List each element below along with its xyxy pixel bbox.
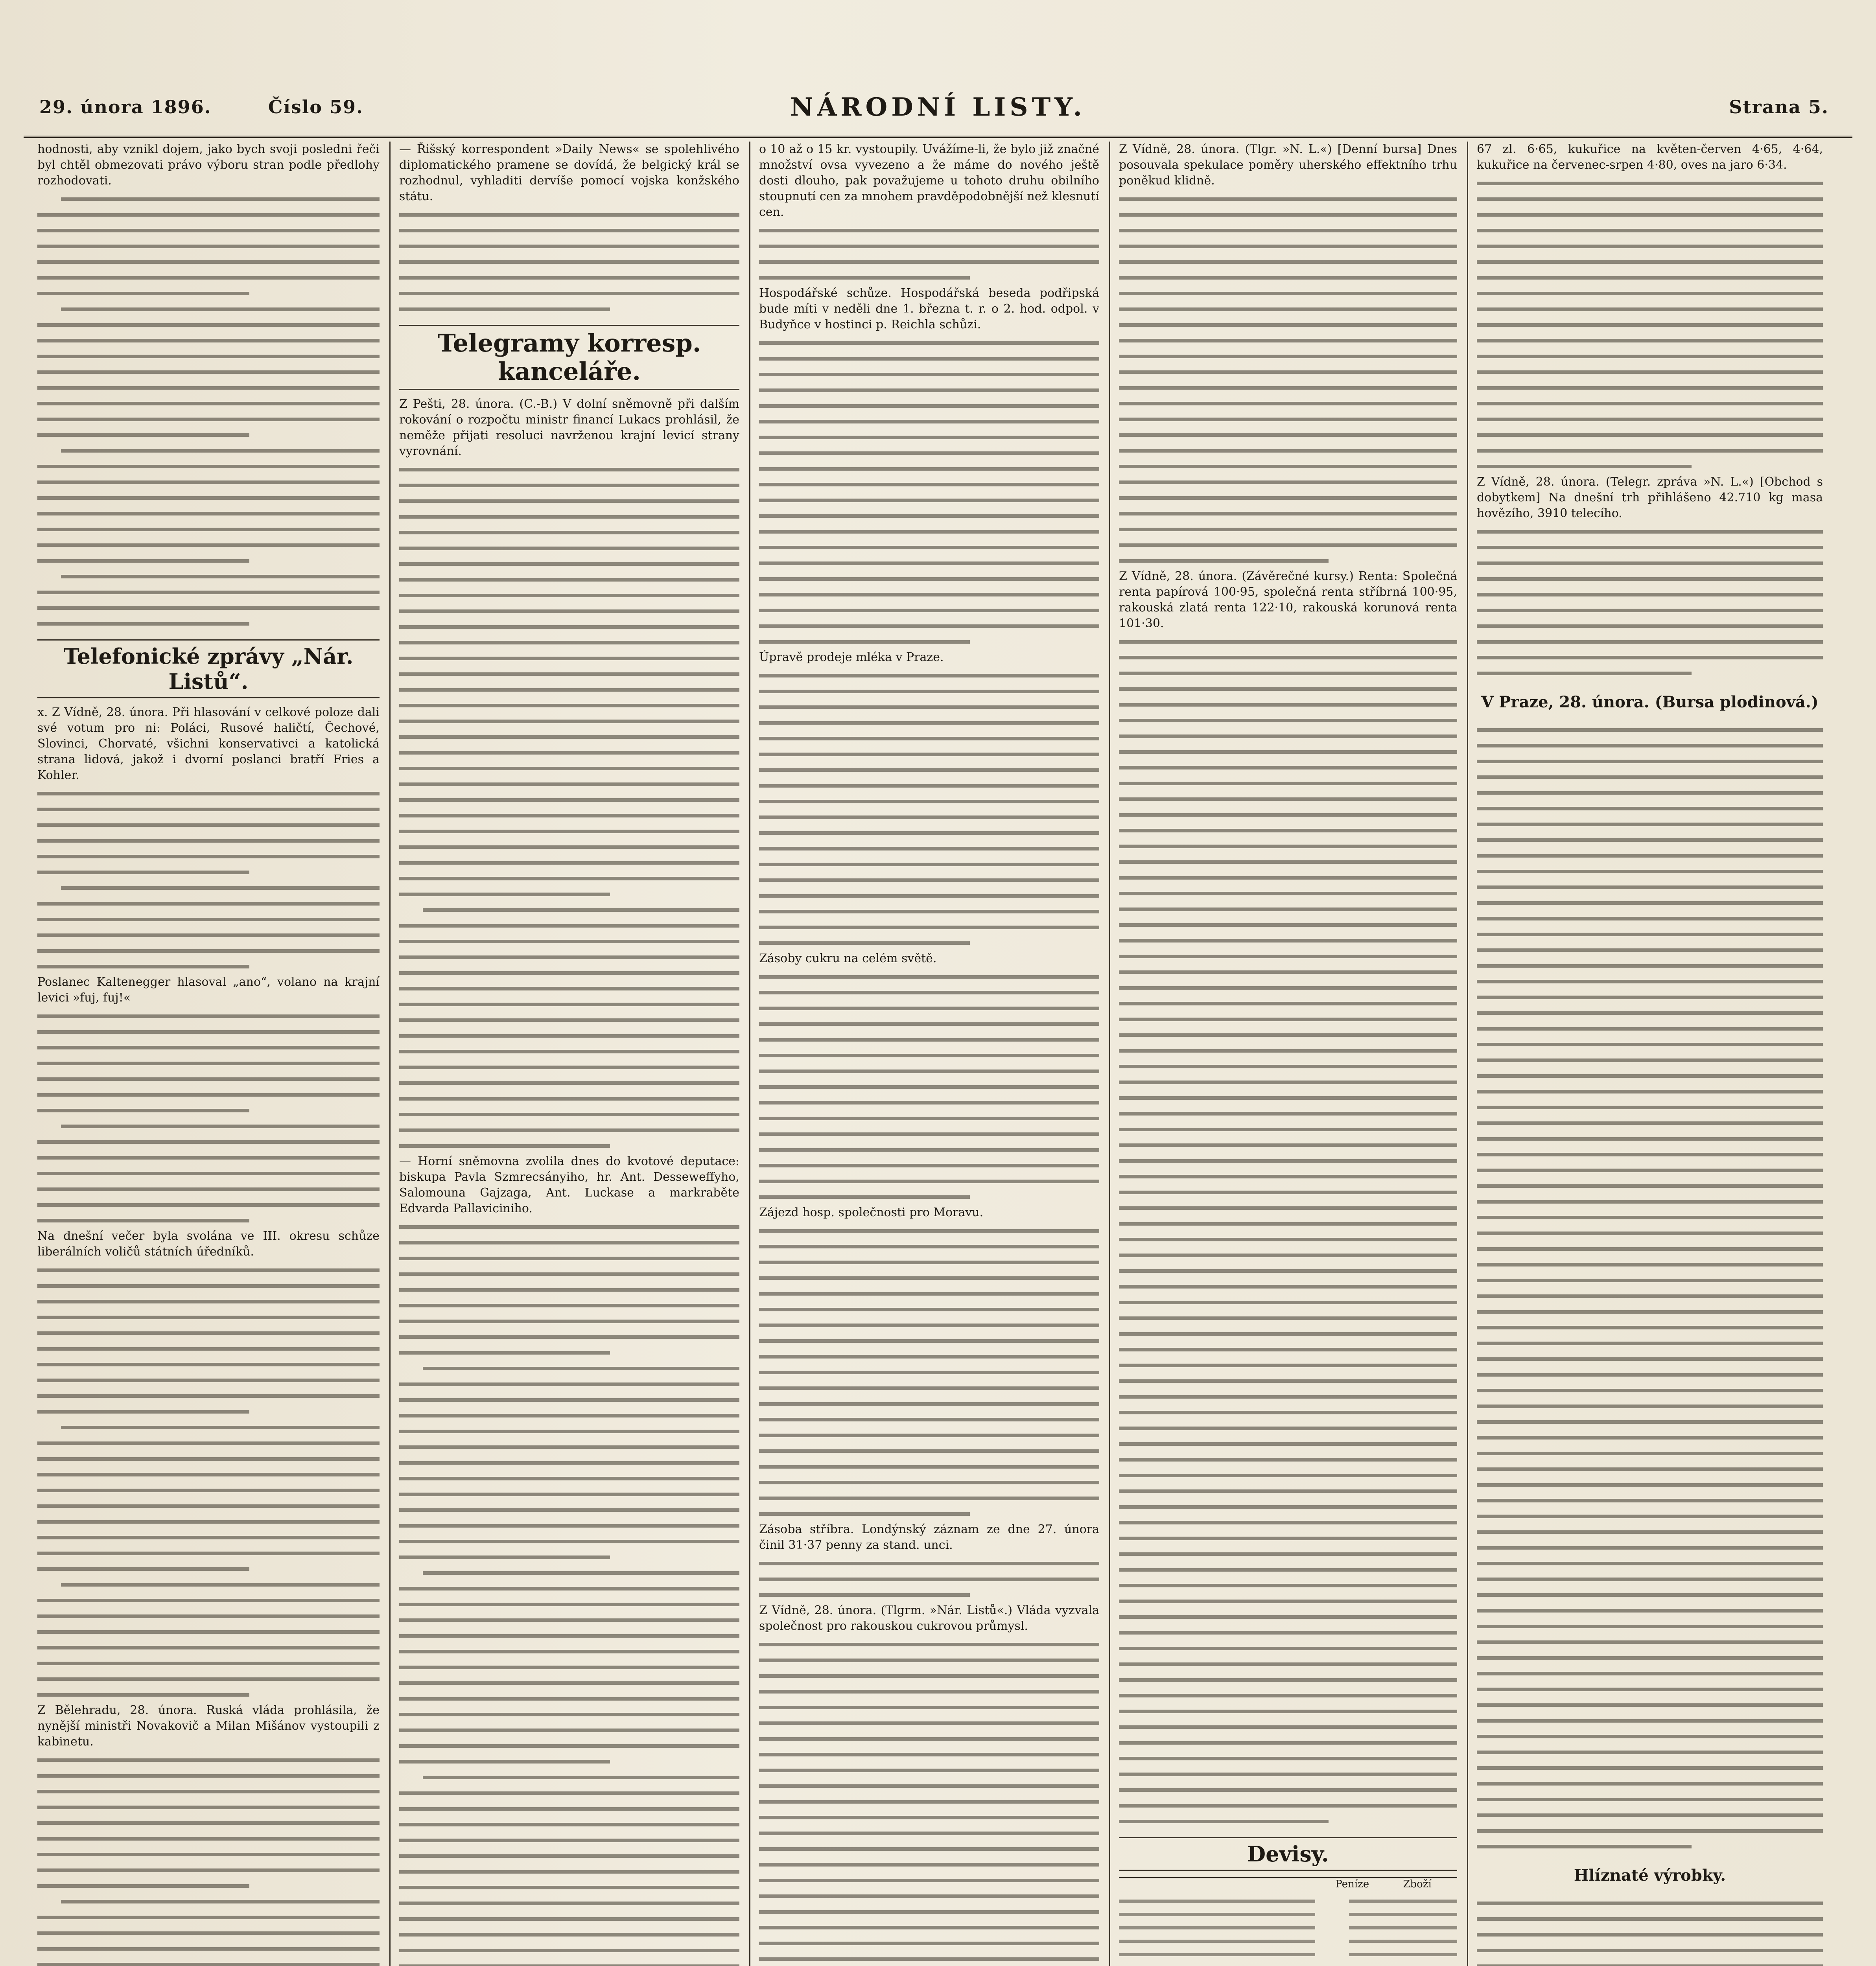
section-heading-telephone: Telefonické zprávy „Nár. Listů“. <box>37 639 380 698</box>
article-paragraph: Hospodářské schůze. Hospodářská beseda podřipská bude míti v neděli dne 1. března t. r. o 2. hod. odpol. v Budyňce v hostinci p. Reichla schůzi. <box>759 286 1099 331</box>
article-paragraph: Z Pešti, 28. února. (C.-B.) V dolní sněmovně při dalším rokování o rozpočtu ministr financí Lukacs prohlásil, že neměže přijati resoluci navrženou krajní levicí strany vyrovnání. <box>399 397 739 458</box>
text-block <box>759 1223 1099 1522</box>
date: 29. února 1896. <box>39 96 212 118</box>
text-block <box>759 223 1099 285</box>
text-block <box>1477 1895 1823 1966</box>
article-paragraph: Zásoba stříbra. Londýnský záznam ze dne 27. února činil 31·37 penny za stand. unci. <box>759 1522 1099 1552</box>
column-5 <box>1477 142 1823 1966</box>
text-block <box>1477 524 1823 681</box>
section-heading-devisy: Devisy. <box>1119 1837 1457 1871</box>
lead-paragraph: hodnosti, aby vznikl dojem, jako bych svoji posledni řeči byl chtěl obmezovati právo výboru stran podle předlohy rozhodovati. <box>37 142 380 188</box>
issue-number: Číslo 59. <box>268 96 364 118</box>
text-block <box>399 462 739 1154</box>
lead-paragraph: o 10 až o 15 kr. vystoupily. Uvážíme-li, že bylo již značné množství ovsa vyvezeno a že máme do nového ještě dosti dlouho, pak považujeme u tohoto druhu obilního stoupnutí cen za mnohem pravděpodobnější než klesnutí cen. <box>759 142 1099 219</box>
text-block <box>759 335 1099 650</box>
article-paragraph: Z Vídně, 28. února. (Tlgrm. »Nár. Listů«.) Vláda vyzvala společnost pro rakouskou cukrovou průmysl. <box>759 1603 1099 1633</box>
column-header: Zboží <box>1403 1878 1432 1890</box>
lead-paragraph: — Řišský korrespondent »Daily News« se spolehlivého diplomatického pramene se dovídá, že belgický král se rozhodnul, vyhladiti dervíše pomocí vojska konžského státu. <box>399 142 739 203</box>
section-heading-telegrams: Telegramy korresp. kanceláře. <box>399 325 739 390</box>
text-block <box>759 1555 1099 1603</box>
section-heading-produce: V Praze, 28. února. (Bursa plodinová.) <box>1481 693 1819 711</box>
page-number: Strana 5. <box>1729 96 1829 118</box>
newspaper-title: NÁRODNÍ LISTY. <box>790 92 1086 122</box>
text-block <box>37 1008 380 1228</box>
section-heading-root-crops: Hlíznaté výrobky. <box>1574 1866 1726 1885</box>
column-rule <box>749 142 750 1966</box>
text-block <box>759 969 1099 1205</box>
masthead <box>24 88 1852 138</box>
article-paragraph: Poslanec Kaltenegger hlasoval „ano“, volano na krajní levici »fuj, fuj!« <box>37 975 380 1005</box>
devisy-table <box>1119 1877 1457 1966</box>
text-block <box>399 207 739 317</box>
text-block <box>37 1752 380 1966</box>
article-paragraph: Zásoby cukru na celém světě. <box>759 952 937 965</box>
text-block <box>759 1636 1099 1966</box>
article-paragraph: Zájezd hosp. společnosti pro Moravu. <box>759 1206 984 1219</box>
column-rule <box>389 142 391 1966</box>
column-rule <box>1467 142 1468 1966</box>
devisy-header <box>1119 1878 1457 1894</box>
text-block <box>1477 722 1823 1854</box>
column-rule <box>1109 142 1110 1966</box>
text-block <box>1477 175 1823 474</box>
text-block <box>399 1219 739 1966</box>
text-block <box>1119 191 1457 569</box>
article-paragraph: Z Vídně, 28. února. (Telegr. zpráva »N. L.«) [Obchod s dobytkem] Na dnešní trh přihlášeno 42.710 kg masa hovězího, 3910 telecího. <box>1477 475 1823 520</box>
lead-paragraph: 67 zl. 6·65, kukuřice na květen-červen 4·65, 4·64, kukuřice na červenec-srpen 4·80, oves na jaro 6·34. <box>1477 142 1823 172</box>
column-3 <box>759 142 1099 1966</box>
text-block <box>37 191 380 631</box>
text-block <box>37 1262 380 1703</box>
column-1 <box>37 142 380 1966</box>
article-paragraph: x. Z Vídně, 28. února. Při hlasování v celkové poloze dali své votum pro ni: Poláci, Rusové haličtí, Čechové, Slovinci, Chorvaté, všichni konservativci a katolická strana lidová, jakož i dvorní poslanci bratří Fries a Kohler. <box>37 705 380 782</box>
lead-paragraph: Z Vídně, 28. února. (Tlgr. »N. L.«) [Denní bursa] Dnes posouvala spekulace poměry uherského effektního trhu poněkud klidně. <box>1119 142 1457 188</box>
article-paragraph: Úpravě prodeje mléka v Praze. <box>759 650 944 664</box>
article-paragraph: Z Bělehradu, 28. února. Ruská vláda prohlásila, že nynější ministři Novakovič a Milan Mišánov vystoupili z kabinetu. <box>37 1703 380 1749</box>
text-block <box>1119 634 1457 1829</box>
column-4 <box>1119 142 1457 1966</box>
column-header: Peníze <box>1335 1878 1369 1890</box>
text-block <box>37 786 380 974</box>
column-2 <box>399 142 739 1966</box>
article-paragraph: Z Vídně, 28. února. (Závěrečné kursy.) Renta: Společná renta papírová 100·95, společná renta stříbrná 100·95, rakouská zlatá renta 122·10, rakouská korunová renta 101·30. <box>1119 569 1457 630</box>
article-paragraph: — Horní sněmovna zvolila dnes do kvotové deputace: biskupa Pavla Szmrecsányiho, hr. Ant. Desseweffyho, Salomouna Gajzaga, Ant. Luckase a markraběte Edvarda Pallaviciniho. <box>399 1154 739 1215</box>
article-paragraph: Na dnešní večer byla svolána ve III. okresu schůze liberálních voličů státních úředníků. <box>37 1229 380 1259</box>
text-block <box>759 668 1099 951</box>
